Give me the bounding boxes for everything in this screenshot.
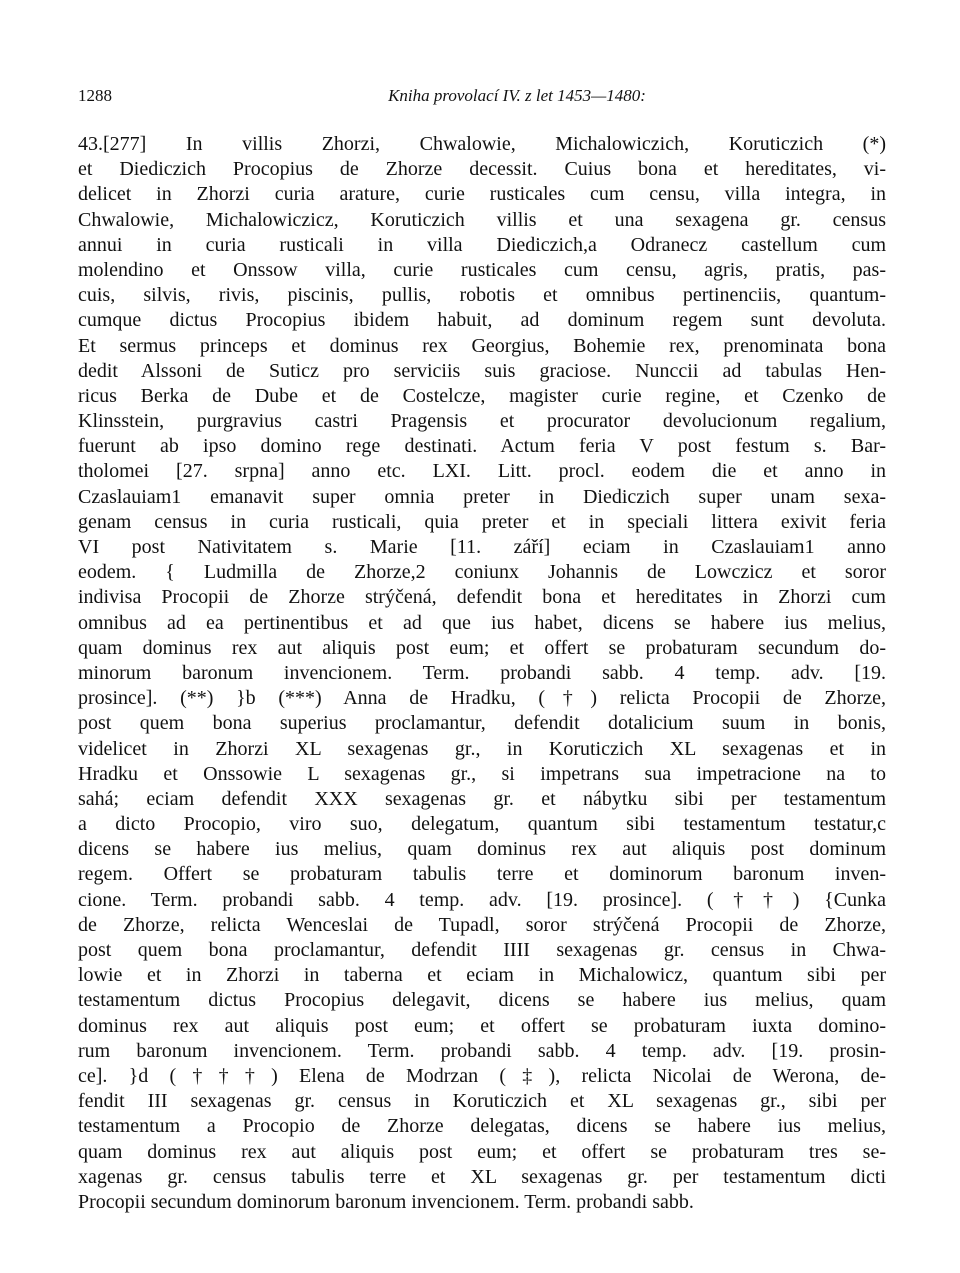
text-line: prosince]. (**) }b (***) Anna de Hradku, (†) relicta Procopii de Zhorze, <box>78 687 886 710</box>
text-line: ce]. }d (†††) Elena de Modrzan (‡), relicta Nicolai de Werona, de- <box>78 1064 886 1087</box>
text-line: VI post Nativitatem s. Marie [11. září] eciam in Czaslauiam1 anno <box>78 536 886 558</box>
text-line: fuerunt ab ipso domino rege destinati. Actum feria V post festum s. Bar- <box>78 435 886 458</box>
text-line: Procopii secundum dominorum baronum invencionem. Term. probandi sabb. <box>78 1190 694 1213</box>
text-line: minorum baronum invencionem. Term. probandi sabb. 4 temp. adv. [19. <box>78 661 886 684</box>
text-line: cuis, silvis, rivis, piscinis, pullis, robotis et omnibus pertinenciis, quantum- <box>78 284 886 307</box>
text-line: omnibus ad ea pertinentibus et ad que ius habet, dicens se habere ius melius, <box>78 611 886 634</box>
text-line: rum baronum invencionem. Term. probandi sabb. 4 temp. adv. [19. prosin- <box>78 1039 886 1062</box>
text-line: Chwalowie, Michalowiczicz, Koruticzich villis et una sexagena gr. census <box>78 208 886 231</box>
text-line: dominus rex aut aliquis post eum; et offert se probaturam iuxta domino- <box>78 1014 886 1037</box>
text-line: dedit Alssoni de Suticz pro serviciis suis graciose. Nunccii ad tabulas Hen- <box>78 359 886 382</box>
text-line: molendino et Onssow villa, curie rusticales cum censu, agris, pratis, pas- <box>78 258 886 281</box>
text-line: indivisa Procopii de Zhorze strýčená, defendit bona et hereditates in Zhorzi cum <box>78 586 886 609</box>
text-line: cione. Term. probandi sabb. 4 temp. adv. [19. prosince]. (††) {Cunka <box>78 888 886 911</box>
text-line: a dicto Procopio, viro suo, delegatum, quantum sibi testamentum testatur,c <box>78 813 886 836</box>
text-line: fendit III sexagenas gr. census in Koruticzich et XL sexagenas gr., sibi per <box>78 1090 886 1113</box>
text-line: xagenas gr. census tabulis terre et XL sexagenas gr. per testamentum dicti <box>78 1165 886 1188</box>
text-line: cumque dictus Procopius ibidem habuit, ad dominum regem sunt devoluta. <box>78 309 886 332</box>
text-line: Et sermus princeps et dominus rex Georgius, Bohemie rex, prenominata bona <box>78 334 886 357</box>
text-line: testamentum dictus Procopius delegavit, dicens se habere ius melius, quam <box>78 989 886 1012</box>
text-line: post quem bona superius proclamantur, defendit dotalicium suum in bonis, <box>78 712 886 735</box>
text-line: genam census in curia rusticali, quia preter et in speciali littera exivit feria <box>78 510 886 533</box>
text-line: regem. Offert se probaturam tabulis terre et dominorum baronum inven- <box>78 863 886 886</box>
running-title: Kniha provolací IV. z let 1453—1480: <box>388 86 646 105</box>
text-line: quam dominus rex aut aliquis post eum; et offert se probaturam tres se- <box>78 1140 886 1163</box>
text-line: ricus Berka de Dube et de Costelcze, magister curie regine, et Czenko de <box>78 384 886 407</box>
text-line: Hradku et Onssowie L sexagenas gr., si impetrans sua impetracione na to <box>78 762 886 785</box>
text-line: Klinsstein, purgravius castri Pragensis et procurator devolucionum regalium, <box>78 410 886 433</box>
page-number: 1288 <box>78 86 112 105</box>
text-line: sahá; eciam defendit XXX sexagenas gr. et nábytku sibi per testamentum <box>78 787 886 810</box>
text-line: Czaslauiam1 emanavit super omnia preter in Diediczich super unam sexa- <box>78 485 886 508</box>
text-line: quam dominus rex aut aliquis post eum; et offert se probaturam secundum do- <box>78 636 886 659</box>
body-text <box>78 132 886 1215</box>
page-header <box>78 86 886 112</box>
text-line: et Diediczich Procopius de Zhorze decessit. Cuius bona et hereditates, vi- <box>78 158 886 181</box>
text-line: de Zhorze, relicta Wenceslai de Tupadl, soror strýčená Procopii de Zhorze, <box>78 913 886 936</box>
document-page <box>78 86 886 1215</box>
text-line: post quem bona proclamantur, defendit IIII sexagenas gr. census in Chwa- <box>78 939 886 961</box>
text-line: 43.[277] In villis Zhorzi, Chwalowie, Michalowiczich, Koruticzich (*) <box>78 133 886 155</box>
text-line: delicet in Zhorzi curia arature, curie rusticales cum censu, villa integra, in <box>78 183 886 206</box>
text-line: videlicet in Zhorzi XL sexagenas gr., in Koruticzich XL sexagenas et in <box>78 737 886 760</box>
text-line: annui in curia rusticali in villa Diediczich,a Odranecz castellum cum <box>78 233 886 256</box>
text-line: dicens se habere ius melius, quam dominus rex aut aliquis post dominum <box>78 838 886 861</box>
text-line: tholomei [27. srpna] anno etc. LXI. Litt. procl. eodem die et anno in <box>78 460 886 483</box>
text-line: testamentum a Procopio de Zhorze delegatas, dicens se habere ius melius, <box>78 1115 886 1138</box>
text-line: lowie et in Zhorzi in taberna et eciam in Michalowicz, quantum sibi per <box>78 964 886 987</box>
text-line: eodem. { Ludmilla de Zhorze,2 coniunx Johannis de Lowczicz et soror <box>78 561 886 584</box>
